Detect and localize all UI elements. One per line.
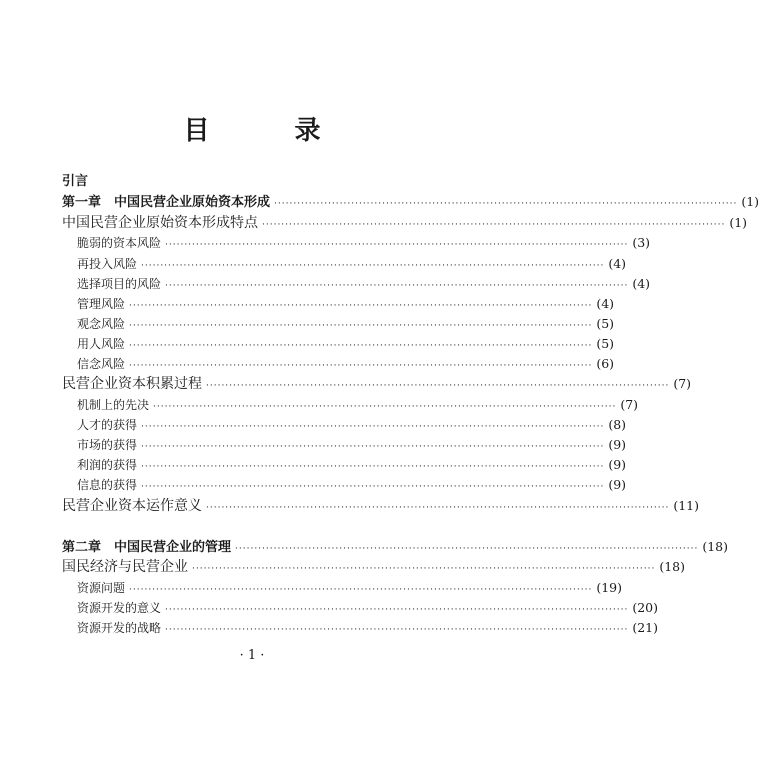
toc-entry xyxy=(77,618,658,638)
toc-entry-page: (18) xyxy=(702,539,728,554)
toc-entry-label: 信念风险 xyxy=(77,357,126,371)
toc-entry xyxy=(62,537,728,557)
toc-entry xyxy=(77,314,615,334)
toc-entry-page: (9) xyxy=(608,437,627,452)
toc-entry-page: (20) xyxy=(632,600,658,615)
toc-entry xyxy=(77,334,615,354)
toc-entry-label: 民营企业资本运作意义 xyxy=(62,498,202,514)
toc-entry-label: 引言 xyxy=(62,174,89,189)
toc-leader-dots: ························································································································ xyxy=(165,281,629,291)
toc-entry-label: 民营企业资本积累过程 xyxy=(62,376,202,392)
toc-leader-dots: ························································································································ xyxy=(129,321,593,331)
page-title: 目 录 xyxy=(183,116,359,146)
toc-leader-dots: ························································································································ xyxy=(165,625,629,635)
toc-entry-page: (5) xyxy=(596,336,615,351)
toc-entry-label: 第一章 中国民营企业原始资本形成 xyxy=(62,195,271,210)
toc-entry-label: 观念风险 xyxy=(77,317,126,331)
toc-leader-dots: ························································································································ xyxy=(262,220,726,230)
toc-leader-dots: ························································································································ xyxy=(141,422,605,432)
toc-leader-dots: ························································································································ xyxy=(129,301,593,311)
toc-leader-dots: ························································································································ xyxy=(206,503,670,513)
toc-leader-dots: ························································································································ xyxy=(129,585,593,595)
toc-entry-label: 脆弱的资本风险 xyxy=(77,236,162,250)
page-number: · 1 · xyxy=(239,648,265,663)
toc-entry xyxy=(77,435,627,455)
toc-entry-page: (18) xyxy=(659,559,685,574)
toc-entry-label: 人才的获得 xyxy=(77,418,138,432)
toc-entry-page: (9) xyxy=(608,477,627,492)
toc-entry-label: 国民经济与民营企业 xyxy=(62,559,188,575)
toc-leader-dots: ························································································································ xyxy=(235,544,699,554)
toc-entry-page: (11) xyxy=(673,498,699,513)
toc-entry-label: 管理风险 xyxy=(77,297,126,311)
toc-entry-page: (1) xyxy=(729,215,748,230)
toc-leader-dots: ························································································································ xyxy=(165,240,629,250)
toc-entry xyxy=(77,415,627,435)
toc-entry-label: 中国民营企业原始资本形成特点 xyxy=(62,215,258,231)
toc-entry xyxy=(77,294,615,314)
toc-entry xyxy=(77,354,615,374)
toc-entry-page: (4) xyxy=(608,256,627,271)
toc-entry xyxy=(62,192,759,212)
toc-entry xyxy=(77,578,622,598)
toc-leader-dots: ························································································································ xyxy=(274,199,738,209)
toc-entry-label: 利润的获得 xyxy=(77,458,138,472)
toc-leader-dots: ························································································································ xyxy=(141,442,605,452)
toc-entry xyxy=(62,557,685,577)
toc-entry xyxy=(77,233,651,253)
toc-entry xyxy=(77,598,658,618)
toc-leader-dots: ························································································································ xyxy=(153,402,617,412)
toc-entry-page: (9) xyxy=(608,457,627,472)
toc-entry xyxy=(77,475,627,495)
toc-entry-label: 信息的获得 xyxy=(77,478,138,492)
toc-entry-page: (8) xyxy=(608,417,627,432)
toc-entry-label: 资源问题 xyxy=(77,581,126,595)
toc-entry xyxy=(77,395,639,415)
toc-entry-label: 资源开发的战略 xyxy=(77,621,162,635)
toc-entry xyxy=(62,213,748,233)
toc-entry-label: 选择项目的风险 xyxy=(77,277,162,291)
toc-entry xyxy=(77,274,651,294)
toc-entry-page: (4) xyxy=(632,276,651,291)
toc-entry xyxy=(77,254,627,274)
toc-leader-dots: ························································································································ xyxy=(206,381,670,391)
toc-entry-label: 再投入风险 xyxy=(77,257,138,271)
toc-entry-page: (5) xyxy=(596,316,615,331)
toc-entry-page: (3) xyxy=(632,235,651,250)
toc-entry-label: 第二章 中国民营企业的管理 xyxy=(62,540,232,555)
toc-entry xyxy=(77,455,627,475)
toc-leader-dots: ························································································································ xyxy=(192,564,656,574)
toc-entry-page: (21) xyxy=(632,620,658,635)
toc-entry-label: 机制上的先决 xyxy=(77,398,150,412)
toc-entry-page: (6) xyxy=(596,356,615,371)
toc-entry-label: 用人风险 xyxy=(77,337,126,351)
toc-leader-dots: ························································································································ xyxy=(141,462,605,472)
toc-entry-page: (7) xyxy=(673,376,692,391)
toc-leader-dots: ························································································································ xyxy=(129,341,593,351)
toc-entry-label: 市场的获得 xyxy=(77,438,138,452)
toc-entry-page: (1) xyxy=(741,194,759,209)
toc-entry xyxy=(62,496,699,516)
toc-leader-dots: ························································································································ xyxy=(141,261,605,271)
toc-entry-page: (19) xyxy=(596,580,622,595)
toc-entry-page: (7) xyxy=(620,397,639,412)
toc-leader-dots: ························································································································ xyxy=(141,482,605,492)
toc-entry-page: (4) xyxy=(596,296,615,311)
toc-entry xyxy=(62,374,692,394)
toc-leader-dots: ························································································································ xyxy=(129,361,593,371)
toc-entry xyxy=(62,172,430,192)
toc-leader-dots: ························································································································ xyxy=(165,605,629,615)
toc-entry-label: 资源开发的意义 xyxy=(77,601,162,615)
